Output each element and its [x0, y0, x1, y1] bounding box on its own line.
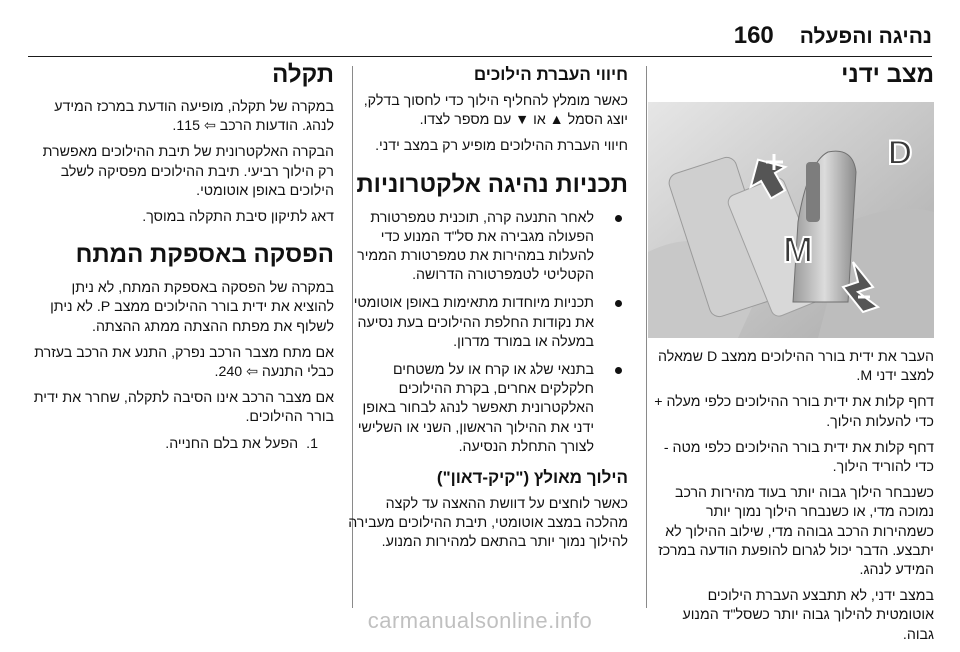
shift-indicator-paragraph: כאשר מומלץ להחליף הילוך כדי לחסוך בדלק, יוצג הסמל ▲ או ▼ עם מספר לצדו. [363, 93, 628, 129]
column-divider-right [646, 66, 647, 608]
fault-title: תקלה [272, 61, 334, 88]
driving-programs-list [344, 209, 628, 457]
power-paragraph: במקרה של הפסקה באספקת המתח, לא ניתן להוציא את ידית בורר ההילוכים ממצב P. לא ניתן לשלוף את מפתח ההצתה ממתג ההצתה. [50, 280, 334, 335]
kickdown-title: הילוך מאולץ ("קיק-דאון") [436, 468, 628, 488]
list-item [344, 209, 628, 286]
kickdown-paragraph: כאשר לוחצים על דוושת ההאצה עד לקצה מהלכה במצב אוטומטי, תיבת ההילוכים מעבירה להילוך נמוך יותר בהתאם למהירות המנוע. [348, 496, 628, 551]
step-item [32, 435, 334, 454]
page-header [28, 20, 932, 57]
bullet-icon [615, 367, 622, 374]
photo-label-d: D [887, 134, 913, 172]
manual-mode-paragraph: כשנבחר הילוך גבוה יותר בעוד מהירות הרכב נמוכה מדי, או כשנבחר הילוך נמוך יותר כשמהירות הרכב גבוהה מדי, שילוב ההילוך לא יתבצע. הדבר יכול לגרום להופעת הודעה במרכז המידע לנהג. [658, 485, 934, 579]
step-number: 1. [306, 435, 318, 452]
power-paragraph: אם מצבר הרכב אינו הסיבה לתקלה, שחרר את ידית בורר ההילוכים. [33, 390, 334, 426]
bullet-icon [615, 300, 622, 307]
fault-paragraph: דאג לתיקון סיבת התקלה במוסך. [142, 209, 334, 226]
manual-mode-paragraph: העבר את ידית בורר ההילוכים ממצב D שמאלה למצב ידני M. [658, 349, 934, 385]
fault-paragraph: במקרה של תקלה, מופיעה הודעת במרכז המידע לנהג. הודעות הרכב ⇦ 115. [54, 99, 334, 135]
column-manual-mode [648, 60, 934, 652]
manual-mode-paragraph: דחף קלות את ידית בורר ההילוכים כלפי מעלה + כדי להעלות הילוך. [654, 394, 934, 430]
list-item-text: בתנאי שלג או קרח או על משטחים חלקלקים אחרים, בקרת ההילוכים האלקטרונית תאפשר לנהג לבחור באופן ידני את ההילוך הראשון, השני או השלישי לצורך התחלת הנסיעה. [357, 362, 594, 455]
step-text: הפעל את בלם החנייה. [165, 435, 299, 452]
photo-label-m: M [783, 229, 813, 270]
bullet-icon [615, 215, 622, 222]
column-fault [32, 60, 334, 454]
list-item [344, 361, 628, 457]
power-interruption-title: הפסקה באספקת המתח [75, 241, 334, 269]
watermark: carmanualsonline.info [367, 608, 593, 633]
driving-programs-title: תכניות נהיגה אלקטרוניות [356, 170, 628, 198]
manual-mode-title: מצב ידני [841, 61, 934, 88]
gear-selector-photo [648, 102, 934, 338]
list-item-text: לאחר התנעה קרה, תוכנית טמפרטורת הפעולה מגבירה את סל"ד המנוע כדי להעלות במהירות את טמפרטורת הממיר הקטליטי לטמפרטורה הדרושה. [357, 209, 594, 284]
power-paragraph: אם מתח מצבר הרכב נפרק, התנע את הרכב בעזרת כבלי התנעה ⇦ 240. [34, 344, 334, 381]
manual-mode-paragraph: במצב ידני, לא תתבצע העברת הילוכים אוטומטית להילוך גבוה יותר כשסל"ד המנוע גבוה. [682, 588, 934, 643]
list-item-text: תכניות מיוחדות מתאימות באופן אוטומטי את נקודות החלפת ההילוכים בעת נסיעה במעלה או במורד מדרון. [353, 295, 594, 350]
column-driving-programs [344, 60, 628, 560]
shift-indicator-title: חיווי העברת הילוכים [473, 65, 628, 84]
section-title: נהיגה והפעלה [799, 25, 932, 48]
fault-paragraph: הבקרה האלקטרונית של תיבת ההילוכים מאפשרת רק הילוך רביעי. תיבת ההילוכים מפסיקה לשלב הילוכים באופן אוטומטי. [42, 144, 334, 199]
page-number: 160 [733, 22, 774, 49]
shift-indicator-paragraph: חיווי העברת ההילוכים מופיע רק במצב ידני. [375, 138, 628, 155]
manual-mode-paragraph: דחף קלות את ידית בורר ההילוכים כלפי מטה - כדי להוריד הילוך. [663, 439, 934, 476]
header-row [734, 22, 932, 50]
list-item [344, 294, 628, 352]
